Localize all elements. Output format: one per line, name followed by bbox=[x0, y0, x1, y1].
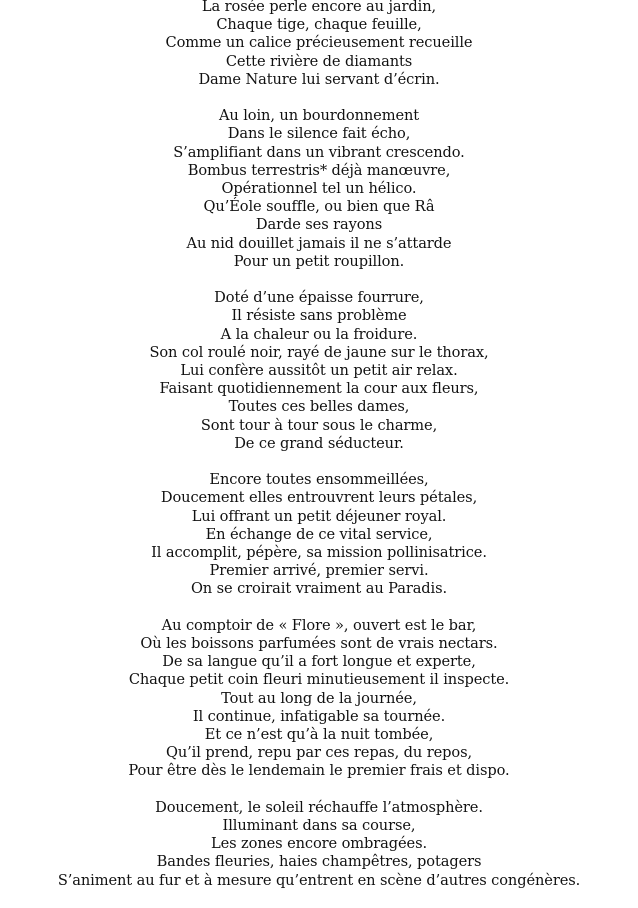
poem-line: Encore toutes ensommeillées, bbox=[209, 471, 429, 489]
poem-line: Tout au long de la journée, bbox=[221, 689, 417, 707]
poem-line: Doté d’une épaisse fourrure, bbox=[214, 289, 424, 307]
poem-line: Au nid douillet jamais il ne s’attarde bbox=[186, 234, 452, 252]
poem-line: Lui confère aussitôt un petit air relax. bbox=[180, 362, 458, 380]
poem-line: Cette rivière de diamants bbox=[225, 52, 413, 70]
poem-line: Faisant quotidiennement la cour aux fleurs, bbox=[159, 380, 479, 398]
poem-line: S’amplifiant dans un vibrant crescendo. bbox=[173, 143, 465, 161]
poem-line: Dame Nature lui servant d’écrin. bbox=[198, 70, 440, 88]
poem-line: On se croirait vraiment au Paradis. bbox=[190, 580, 448, 598]
poem-line: Bombus terrestris* déjà manœuvre, bbox=[187, 161, 451, 179]
stanza-4 bbox=[0, 471, 638, 598]
poem-line: Opérationnel tel un hélico. bbox=[221, 180, 417, 198]
poem-line: Bandes fleuries, haies champêtres, potagers bbox=[156, 853, 482, 871]
stanza-3 bbox=[0, 289, 638, 453]
poem-line: Qu’il prend, repu par ces repas, du repos, bbox=[165, 744, 472, 762]
poem-line: Toutes ces belles dames, bbox=[228, 398, 410, 416]
poem-line: A la chaleur ou la froidure. bbox=[220, 325, 418, 343]
poem-line: De sa langue qu’il a fort longue et experte, bbox=[162, 653, 476, 671]
poem-line: Il accomplit, pépère, sa mission pollinisatrice. bbox=[151, 544, 487, 562]
poem-line: Qu’Éole souffle, ou bien que Râ bbox=[203, 198, 435, 216]
stanza-2 bbox=[0, 107, 638, 271]
poem-line: Et ce n’est qu’à la nuit tombée, bbox=[204, 726, 434, 744]
poem-line: De ce grand séducteur. bbox=[234, 434, 404, 452]
poem-line: Où les boissons parfumées sont de vrais nectars. bbox=[140, 635, 498, 653]
poem-line: Illuminant dans sa course, bbox=[222, 817, 416, 835]
stanza-6 bbox=[0, 799, 638, 890]
poem-line: Les zones encore ombragées. bbox=[210, 835, 428, 853]
poem-line: Pour être dès le lendemain le premier frais et dispo. bbox=[128, 762, 510, 780]
poem-line: Premier arrivé, premier servi. bbox=[209, 562, 429, 580]
poem-line: Lui offrant un petit déjeuner royal. bbox=[191, 507, 447, 525]
poem-line: Au loin, un bourdonnement bbox=[218, 107, 420, 125]
poem-line: La rosée perle encore au jardin, bbox=[201, 0, 437, 15]
poem-line: Chaque tige, chaque feuille, bbox=[216, 16, 422, 34]
poem-line: Au comptoir de « Flore », ouvert est le bar, bbox=[161, 616, 477, 634]
poem-line: Dans le silence fait écho, bbox=[227, 125, 411, 143]
stanza-5 bbox=[0, 617, 638, 781]
poem-line: Il continue, infatigable sa tournée. bbox=[192, 707, 446, 725]
poem-line: Sont tour à tour sous le charme, bbox=[200, 416, 438, 434]
poem-line: Comme un calice précieusement recueille bbox=[165, 34, 473, 52]
poem-line: Doucement elles entrouvrent leurs pétales, bbox=[160, 489, 478, 507]
poem-line: Chaque petit coin fleuri minutieusement il inspecte. bbox=[128, 671, 510, 689]
poem-line: Doucement, le soleil réchauffe l’atmosphère. bbox=[155, 798, 483, 816]
poem-line: Il résiste sans problème bbox=[231, 307, 407, 325]
poem-line: S’animent au fur et à mesure qu’entrent en scène d’autres congénères. bbox=[57, 871, 581, 889]
poem-line: Darde ses rayons bbox=[255, 216, 383, 234]
poem-line: Pour un petit roupillon. bbox=[233, 252, 405, 270]
poem-line: Son col roulé noir, rayé de jaune sur le thorax, bbox=[149, 343, 489, 361]
stanza-1 bbox=[0, 0, 638, 89]
poem-line: En échange de ce vital service, bbox=[205, 525, 433, 543]
